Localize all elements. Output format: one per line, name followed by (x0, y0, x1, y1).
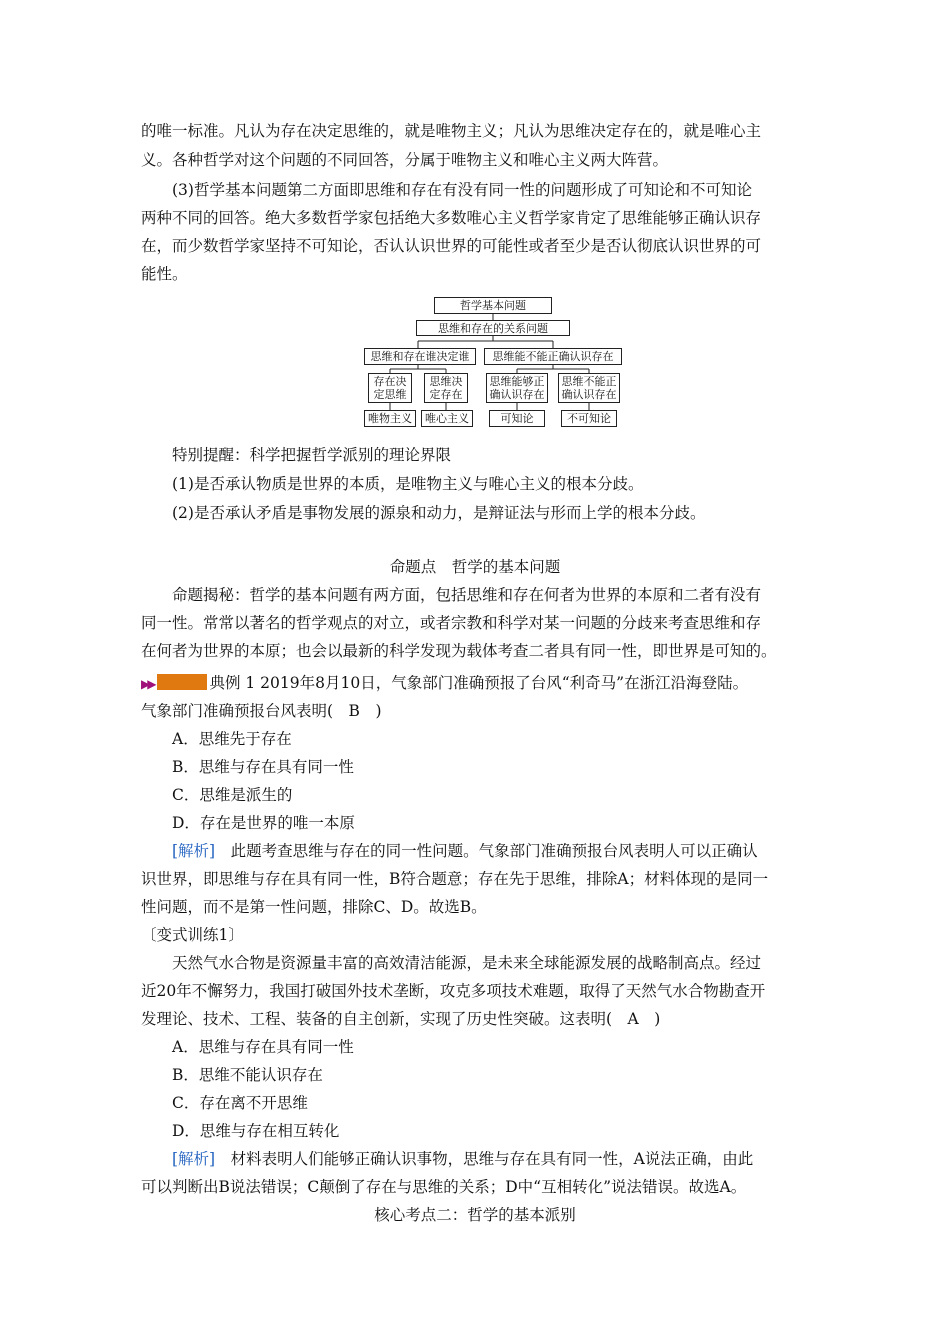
option-item: D．存在是世界的唯一本原 (172, 814, 355, 832)
analysis-line: [解析] 材料表明人们能够正确认识事物，思维与存在具有同一性，A说法正确，由此 (172, 1150, 754, 1168)
double-arrow-icon: ▶▶ (141, 677, 154, 691)
next-section-title: 核心考点二：哲学的基本派别 (374, 1206, 576, 1224)
paragraph-line: (3)哲学基本问题第二方面即思维和存在有没有同一性的问题形成了可知论和不可知论 (172, 181, 752, 199)
paragraph-line: 义。各种哲学对这个问题的不同回答，分属于唯物主义和唯心主义两大阵营。 (141, 151, 669, 169)
variant-title: 〔变式训练1〕 (141, 926, 244, 944)
analysis-label: [解析] (172, 842, 216, 860)
example-heading (141, 673, 748, 694)
paragraph-line: 能性。 (141, 265, 188, 283)
variant-line: 近20年不懈努力，我国打破国外技术垄断，攻克多项技术难题，取得了天然气水合物勘查开 (141, 982, 766, 1000)
diagram-root-box: 哲学基本问题 (434, 297, 552, 314)
option-item: A．思维先于存在 (172, 730, 292, 748)
diagram-leaf-box: 思维决定存在 (424, 373, 468, 403)
tips-item: (2)是否承认矛盾是事物发展的源泉和动力，是辩证法与形而上学的根本分歧。 (172, 504, 706, 522)
tips-item: (1)是否承认物质是世界的本质，是唯物主义与唯心主义的根本分歧。 (172, 475, 644, 493)
diagram-result-box: 唯心主义 (421, 410, 473, 427)
option-item: C．思维是派生的 (172, 786, 293, 804)
variant-line: 天然气水合物是资源量丰富的高效清洁能源，是未来全球能源发展的战略制高点。经过 (172, 954, 762, 972)
analysis-line: [解析] 此题考查思维与存在的同一性问题。气象部门准确预报台风表明人可以正确认 (172, 842, 758, 860)
diagram-level1-box: 思维和存在的关系问题 (416, 320, 570, 336)
option-item: B．思维与存在具有同一性 (172, 758, 354, 776)
reveal-line: 命题揭秘：哲学的基本问题有两方面，包括思维和存在何者为世界的本原和二者有没有 (172, 586, 762, 604)
reveal-line: 在何者为世界的本原；也会以最新的科学发现为载体考查二者具有同一性，即世界是可知的。 (141, 642, 777, 660)
diagram-left-branch-box: 思维和存在谁决定谁 (364, 348, 476, 365)
analysis-line: 识世界，即思维与存在具有同一性，B符合题意；存在先于思维，排除A；材料体现的是同一 (141, 870, 769, 888)
variant-line: 发理论、技术、工程、装备的自主创新，实现了历史性突破。这表明( A ) (141, 1010, 661, 1028)
diagram-leaf-box: 思维不能正确认识存在 (558, 373, 620, 403)
analysis-line: 可以判断出B说法错误；C颠倒了存在与思维的关系；D中“互相转化”说法错误。故选A。 (141, 1178, 747, 1196)
philosophy-tree-diagram (358, 293, 628, 433)
diagram-leaf-box: 存在决定思维 (368, 373, 412, 403)
analysis-line: 性问题，而不是第一性问题，排除C、D。故选B。 (141, 898, 487, 916)
analysis-label: [解析] (172, 1150, 216, 1168)
reveal-line: 同一性。常常以著名的哲学观点的对立，或者宗教和科学对某一问题的分歧来考查思维和存 (141, 614, 762, 632)
example-question-line: 气象部门准确预报台风表明( B ) (141, 702, 382, 720)
paragraph-line: 在，而少数哲学家坚持不可知论，否认认识世界的可能性或者至少是否认彻底认识世界的可 (141, 237, 762, 255)
option-item: C．存在离不开思维 (172, 1094, 308, 1112)
section-title: 命题点 哲学的基本问题 (389, 558, 561, 576)
option-item: D．思维与存在相互转化 (172, 1122, 340, 1140)
diagram-right-branch-box: 思维能不能正确认识存在 (484, 348, 622, 365)
paragraph-line: 的唯一标准。凡认为存在决定思维的，就是唯物主义；凡认为思维决定存在的，就是唯心主 (141, 122, 762, 140)
diagram-result-box: 可知论 (489, 410, 545, 427)
paragraph-line: 两种不同的回答。绝大多数哲学家包括绝大多数唯心主义哲学家肯定了思维能够正确认识存 (141, 209, 762, 227)
diagram-result-box: 不可知论 (561, 410, 617, 427)
diagram-result-box: 唯物主义 (364, 410, 416, 427)
diagram-leaf-box: 思维能够正确认识存在 (486, 373, 548, 403)
tips-title: 特别提醒：科学把握哲学派别的理论界限 (172, 446, 452, 464)
example-question: 典例 1 2019年8月10日，气象部门准确预报了台风“利奇马”在浙江沿海登陆。 (209, 674, 749, 692)
option-item: B．思维不能认识存在 (172, 1066, 323, 1084)
example-tag-marker (157, 674, 207, 690)
option-item: A．思维与存在具有同一性 (172, 1038, 354, 1056)
